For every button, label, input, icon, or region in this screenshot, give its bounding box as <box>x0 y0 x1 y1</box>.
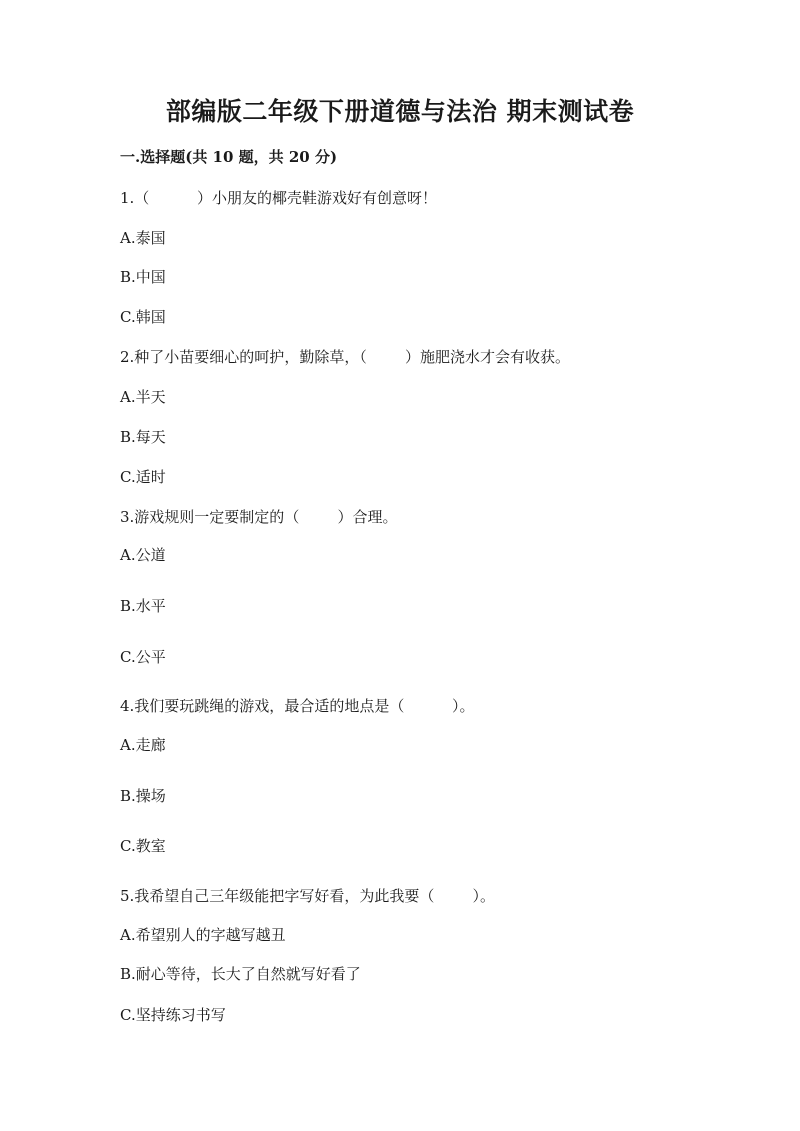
question-4-option-c: C.教室 <box>120 837 166 855</box>
question-5-option-c: C.坚持练习书写 <box>120 1006 226 1024</box>
question-3-option-a: A.公道 <box>120 546 166 564</box>
question-1-option-c: C.韩国 <box>120 308 166 326</box>
question-2-option-b: B.每天 <box>120 428 166 446</box>
question-1-option-a: A.泰国 <box>120 229 166 247</box>
question-3-option-b: B.水平 <box>120 597 166 615</box>
question-2-option-c: C.适时 <box>120 468 166 486</box>
question-4-option-a: A.走廊 <box>120 736 166 754</box>
question-5-option-a: A.希望别人的字越写越丑 <box>120 926 286 944</box>
question-5-option-b: B.耐心等待，长大了自然就写好看了 <box>120 965 361 983</box>
question-1-option-b: B.中国 <box>120 268 166 286</box>
question-4-option-b: B.操场 <box>120 787 166 805</box>
question-1-stem: 1.（ ）小朋友的椰壳鞋游戏好有创意呀！ <box>120 189 437 207</box>
exam-title: 部编版二年级下册道德与法治 期末测试卷 <box>165 97 635 126</box>
question-2-option-a: A.半天 <box>120 388 166 406</box>
question-2-stem: 2.种了小苗要细心的呵护，勤除草，（ ）施肥浇水才会有收获。 <box>120 348 570 366</box>
question-4-stem: 4.我们要玩跳绳的游戏，最合适的地点是（ ）。 <box>120 697 475 715</box>
section-header: 一.选择题(共 10 题，共 20 分) <box>120 148 338 166</box>
question-5-stem: 5.我希望自己三年级能把字写好看，为此我要（ ）。 <box>120 887 495 905</box>
question-3-stem: 3.游戏规则一定要制定的（ ）合理。 <box>120 508 398 526</box>
question-3-option-c: C.公平 <box>120 648 166 666</box>
